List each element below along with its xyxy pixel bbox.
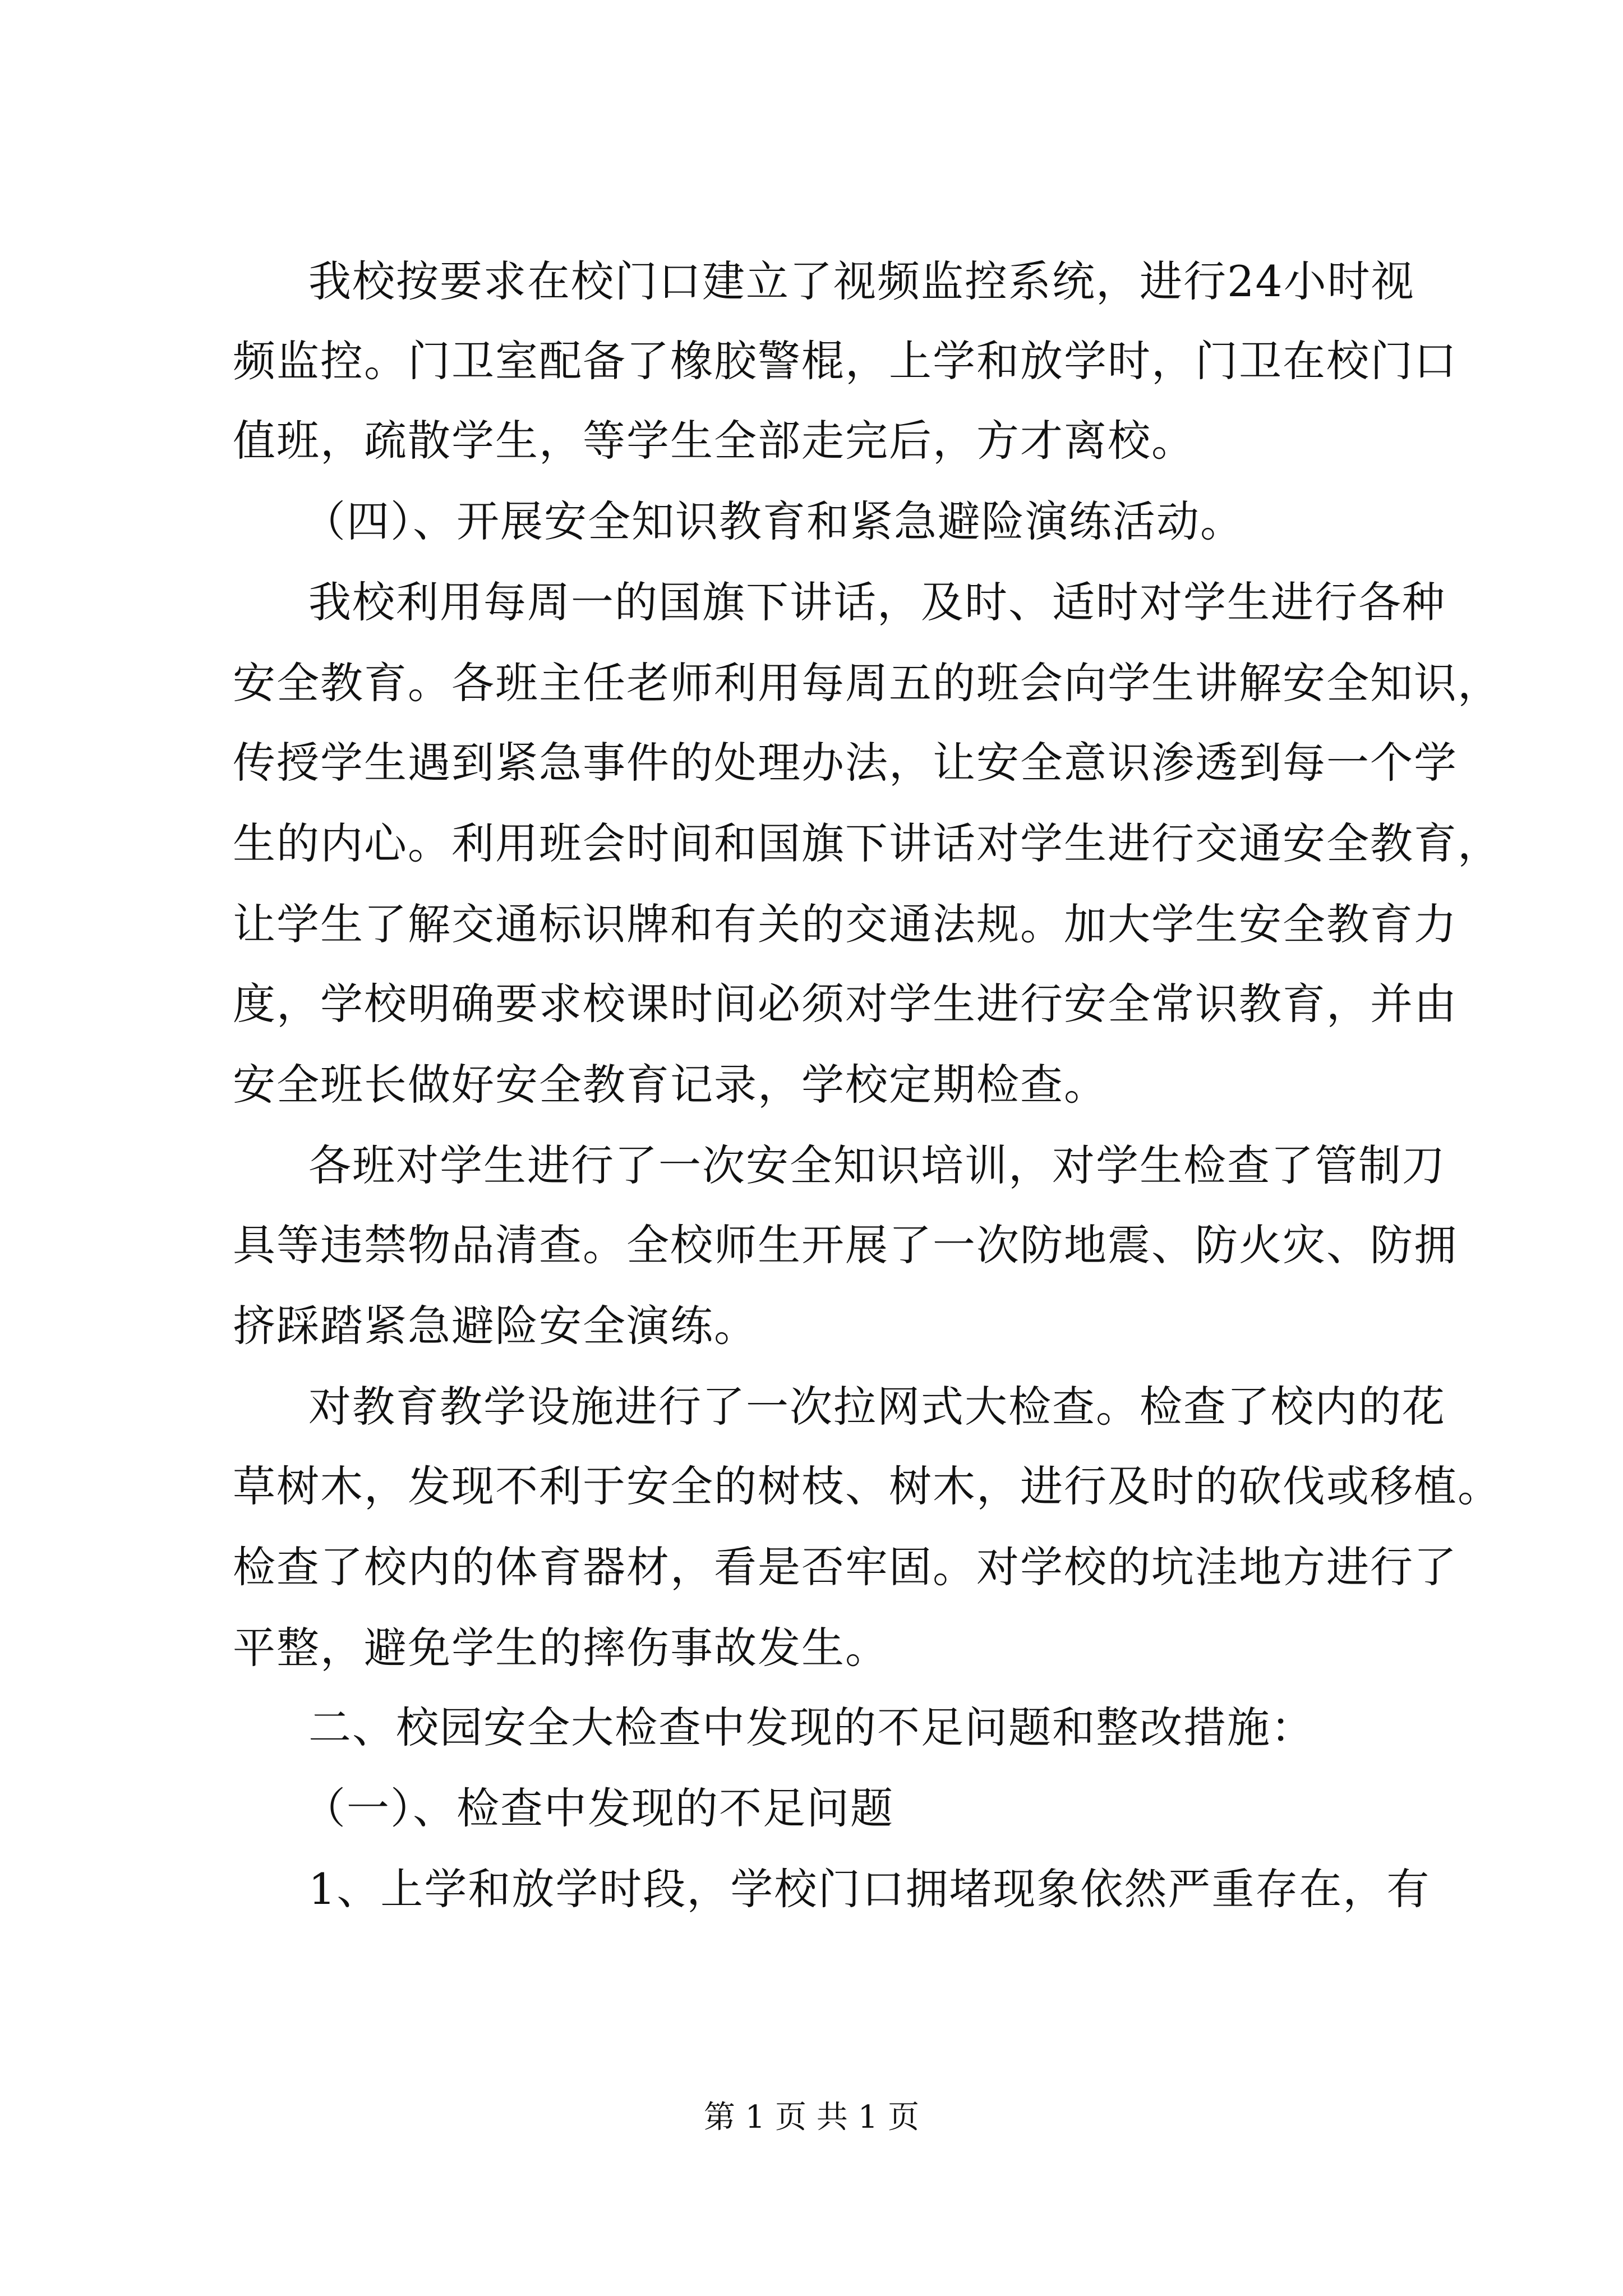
text-line: 安全教育。各班主任老师利用每周五的班会向学生讲解安全知识， bbox=[233, 658, 1501, 708]
text-line: 传授学生遇到紧急事件的处理办法，让安全意识渗透到每一个学 bbox=[233, 738, 1458, 788]
text-line: 度，学校明确要求校课时间必须对学生进行安全常识教育，并由 bbox=[233, 979, 1458, 1029]
text-line: 值班，疏散学生，等学生全部走完后，方才离校。 bbox=[233, 416, 1195, 466]
text-line: 具等违禁物品清查。全校师生开展了一次防地震、防火灾、防拥 bbox=[233, 1220, 1458, 1270]
text-line: 生的内心。利用班会时间和国旗下讲话对学生进行交通安全教育， bbox=[233, 818, 1501, 868]
text-line: 平整，避免学生的摔伤事故发生。 bbox=[233, 1623, 889, 1673]
text-line: 1、上学和放学时段，学校门口拥堵现象依然严重存在，有 bbox=[308, 1864, 1431, 1914]
text-line: 让学生了解交通标识牌和有关的交通法规。加大学生安全教育力 bbox=[233, 899, 1458, 949]
text-line: 检查了校内的体育器材，看是否牢固。对学校的坑洼地方进行了 bbox=[233, 1542, 1458, 1592]
subsection-heading: （一）、检查中发现的不足问题 bbox=[303, 1783, 894, 1833]
text-line: 我校按要求在校门口建立了视频监控系统，进行24小时视 bbox=[308, 256, 1415, 306]
text-line: 对教育教学设施进行了一次拉网式大检查。检查了校内的花 bbox=[308, 1382, 1446, 1432]
text-line: 挤踩踏紧急避险安全演练。 bbox=[233, 1301, 758, 1351]
text-line: 我校利用每周一的国旗下讲话，及时、适时对学生进行各种 bbox=[308, 577, 1446, 627]
text-line: 安全班长做好安全教育记录，学校定期检查。 bbox=[233, 1060, 1108, 1110]
page-footer: 第 1 页 共 1 页 bbox=[703, 2099, 920, 2136]
text-line: 频监控。门卫室配备了橡胶警棍，上学和放学时，门卫在校门口 bbox=[233, 336, 1458, 386]
text-line: 草树木，发现不利于安全的树枝、树木，进行及时的砍伐或移植。 bbox=[233, 1461, 1501, 1511]
section-heading: （四）、开展安全知识教育和紧急避险演练活动。 bbox=[303, 496, 1244, 546]
section-heading: 二、校园安全大检查中发现的不足问题和整改措施： bbox=[308, 1703, 1315, 1752]
text-line: 各班对学生进行了一次安全知识培训，对学生检查了管制刀 bbox=[308, 1140, 1446, 1190]
